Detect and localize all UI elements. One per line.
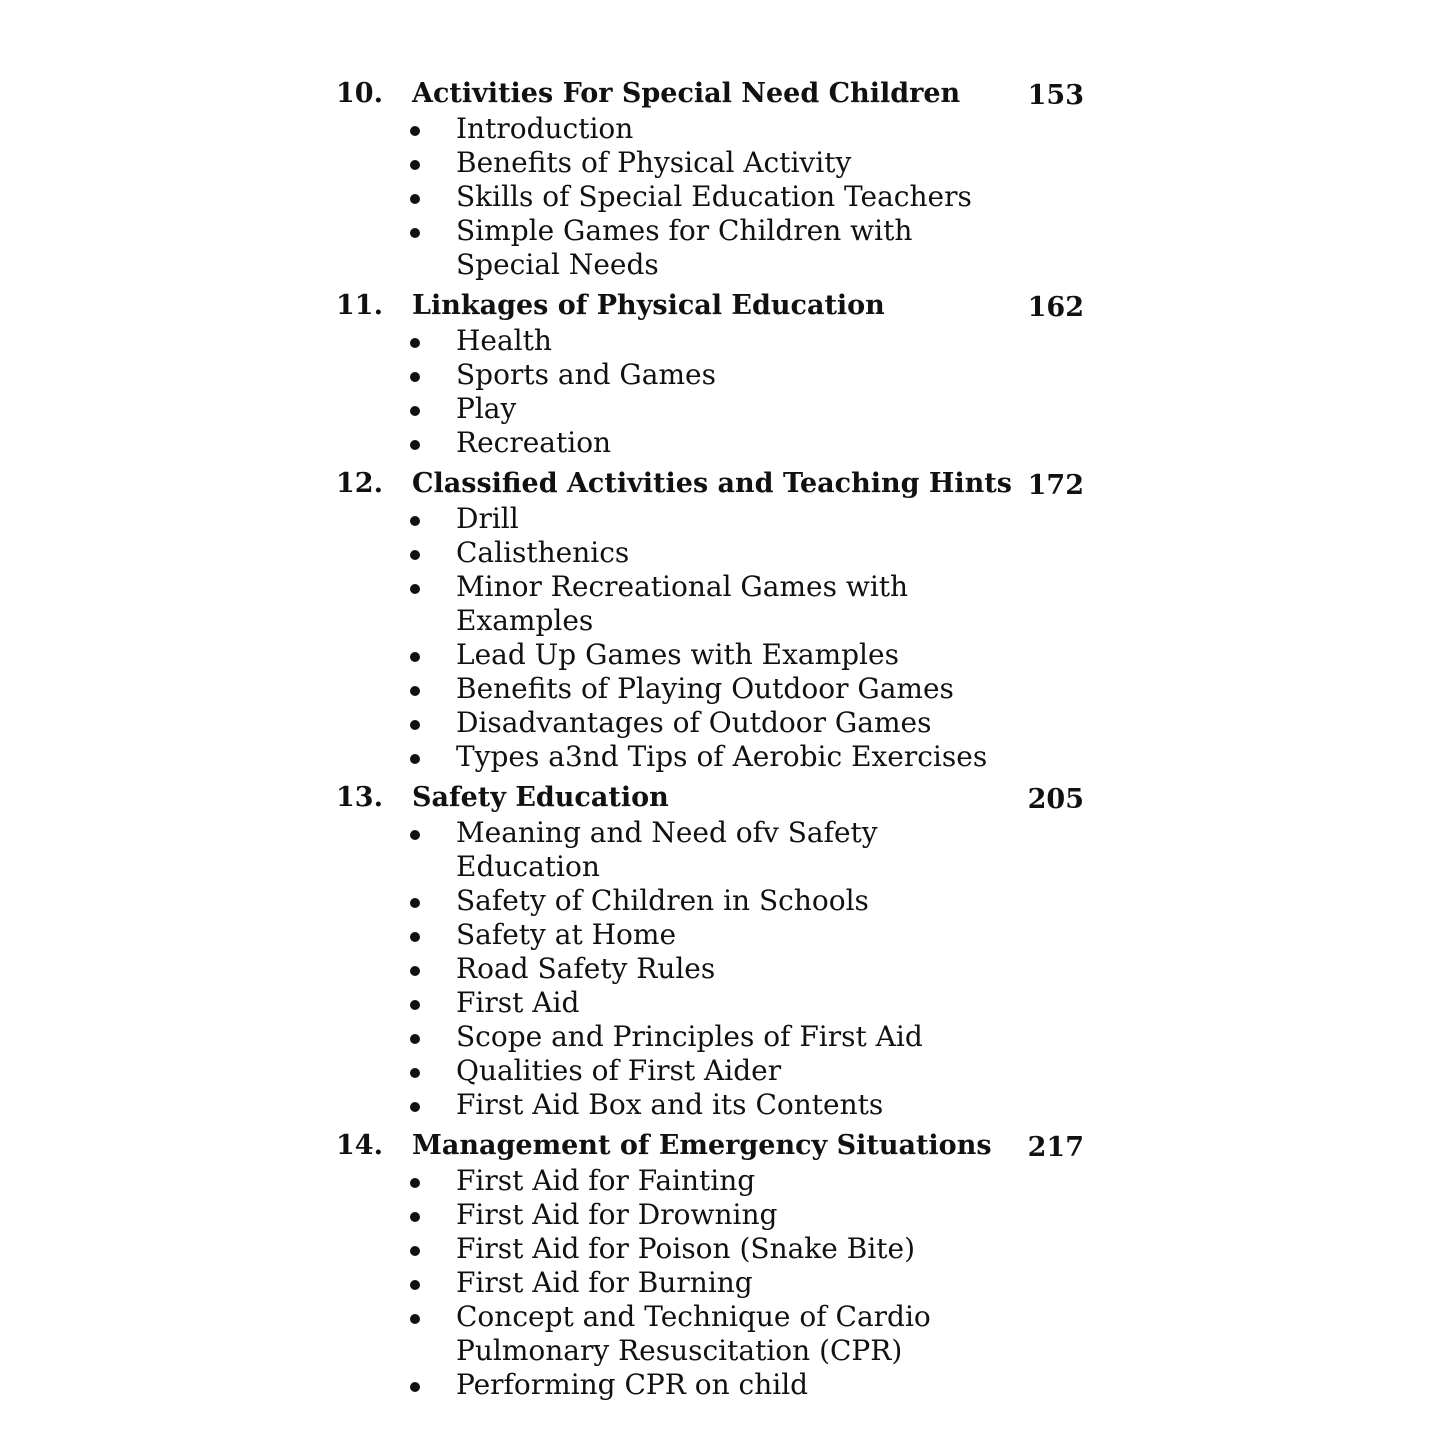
topic-text: Disadvantages of Outdoor Games — [456, 706, 932, 739]
bullet-icon — [410, 406, 420, 416]
bullet-icon — [410, 1280, 420, 1290]
topic-text: First Aid — [456, 986, 580, 1019]
topic-item — [336, 952, 1016, 986]
topic-item — [336, 672, 1016, 706]
bullet-icon — [410, 126, 420, 136]
topic-list — [336, 1164, 1096, 1402]
chapter-title: Classified Activities and Teaching Hints — [412, 468, 1012, 499]
chapter-title: Safety Education — [412, 782, 669, 813]
topic-text: Safety of Children in Schools — [456, 884, 869, 917]
topic-text: Simple Games for Children with Special Needs — [456, 214, 913, 281]
chapter-number: 14. — [336, 1130, 383, 1161]
bullet-icon — [410, 1212, 420, 1222]
topic-item — [336, 1266, 1016, 1300]
chapter-section — [336, 76, 1096, 282]
bullet-icon — [410, 440, 420, 450]
topic-item — [336, 638, 1016, 672]
topic-list — [336, 324, 1096, 460]
bullet-icon — [410, 1314, 420, 1324]
topic-item — [336, 502, 1016, 536]
bullet-icon — [410, 720, 420, 730]
topic-list — [336, 112, 1096, 282]
bullet-icon — [410, 966, 420, 976]
topic-item — [336, 570, 1016, 638]
bullet-icon — [410, 550, 420, 560]
chapter-heading — [336, 288, 1096, 324]
topic-item — [336, 112, 1016, 146]
topic-item — [336, 986, 1016, 1020]
bullet-icon — [410, 686, 420, 696]
topic-item — [336, 740, 1016, 774]
topic-item — [336, 1164, 1016, 1198]
chapter-section — [336, 1128, 1096, 1402]
topic-item — [336, 1088, 1016, 1122]
topic-text: Benefits of Physical Activity — [456, 146, 852, 179]
chapter-section — [336, 288, 1096, 460]
topic-item — [336, 536, 1016, 570]
bullet-icon — [410, 1382, 420, 1392]
topic-item — [336, 1020, 1016, 1054]
chapter-title: Linkages of Physical Education — [412, 290, 885, 321]
bullet-icon — [410, 194, 420, 204]
bullet-icon — [410, 228, 420, 238]
topic-list — [336, 502, 1096, 774]
topic-item — [336, 146, 1016, 180]
chapter-page-number: 205 — [1027, 784, 1084, 815]
topic-text: Health — [456, 324, 552, 357]
topic-text: Skills of Special Education Teachers — [456, 180, 972, 213]
chapter-heading — [336, 466, 1096, 502]
bullet-icon — [410, 1034, 420, 1044]
topic-text: First Aid for Poison (Snake Bite) — [456, 1232, 916, 1265]
chapter-heading — [336, 76, 1096, 112]
chapter-title: Management of Emergency Situations — [412, 1130, 992, 1161]
chapter-section — [336, 780, 1096, 1122]
topic-list — [336, 816, 1096, 1122]
topic-text: First Aid for Drowning — [456, 1198, 778, 1231]
chapter-section — [336, 466, 1096, 774]
bullet-icon — [410, 584, 420, 594]
topic-text: Sports and Games — [456, 358, 716, 391]
chapter-page-number: 172 — [1027, 470, 1084, 501]
bullet-icon — [410, 372, 420, 382]
bullet-icon — [410, 160, 420, 170]
bullet-icon — [410, 1068, 420, 1078]
topic-item — [336, 180, 1016, 214]
chapter-page-number: 162 — [1027, 292, 1084, 323]
topic-item — [336, 706, 1016, 740]
bullet-icon — [410, 1000, 420, 1010]
chapter-number: 13. — [336, 782, 383, 813]
chapter-number: 11. — [336, 290, 383, 321]
table-of-contents — [336, 76, 1096, 1408]
bullet-icon — [410, 898, 420, 908]
bullet-icon — [410, 338, 420, 348]
topic-text: Performing CPR on child — [456, 1368, 809, 1401]
topic-text: Play — [456, 392, 517, 425]
topic-item — [336, 392, 1016, 426]
bullet-icon — [410, 516, 420, 526]
chapter-heading — [336, 780, 1096, 816]
topic-text: Qualities of First Aider — [456, 1054, 782, 1087]
topic-item — [336, 918, 1016, 952]
bullet-icon — [410, 1178, 420, 1188]
topic-text: Safety at Home — [456, 918, 677, 951]
bullet-icon — [410, 1246, 420, 1256]
topic-text: Road Safety Rules — [456, 952, 716, 985]
topic-text: Recreation — [456, 426, 612, 459]
topic-text: Meaning and Need ofv Safety Education — [456, 816, 878, 883]
chapter-number: 12. — [336, 468, 383, 499]
topic-text: Benefits of Playing Outdoor Games — [456, 672, 954, 705]
topic-text: First Aid for Burning — [456, 1266, 753, 1299]
topic-text: First Aid Box and its Contents — [456, 1088, 884, 1121]
topic-item — [336, 358, 1016, 392]
topic-item — [336, 816, 1016, 884]
topic-text: Introduction — [456, 112, 634, 145]
topic-text: Drill — [456, 502, 519, 535]
topic-item — [336, 1300, 1016, 1368]
chapter-heading — [336, 1128, 1096, 1164]
bullet-icon — [410, 652, 420, 662]
topic-item — [336, 1368, 1016, 1402]
topic-item — [336, 324, 1016, 358]
chapter-number: 10. — [336, 78, 383, 109]
bullet-icon — [410, 830, 420, 840]
topic-text: Scope and Principles of First Aid — [456, 1020, 923, 1053]
bullet-icon — [410, 1102, 420, 1112]
bullet-icon — [410, 754, 420, 764]
topic-text: Types a3nd Tips of Aerobic Exercises — [456, 740, 988, 773]
topic-item — [336, 1054, 1016, 1088]
chapter-page-number: 153 — [1027, 80, 1084, 111]
chapter-page-number: 217 — [1027, 1132, 1084, 1163]
topic-text: Minor Recreational Games with Examples — [456, 570, 909, 637]
chapter-title: Activities For Special Need Children — [412, 78, 961, 109]
topic-text: Lead Up Games with Examples — [456, 638, 899, 671]
topic-text: First Aid for Fainting — [456, 1164, 756, 1197]
topic-item — [336, 1198, 1016, 1232]
topic-item — [336, 884, 1016, 918]
topic-item — [336, 426, 1016, 460]
topic-item — [336, 1232, 1016, 1266]
topic-text: Calisthenics — [456, 536, 630, 569]
topic-text: Concept and Technique of Cardio Pulmonary Resuscitation (CPR) — [456, 1300, 931, 1367]
bullet-icon — [410, 932, 420, 942]
topic-item — [336, 214, 1016, 282]
